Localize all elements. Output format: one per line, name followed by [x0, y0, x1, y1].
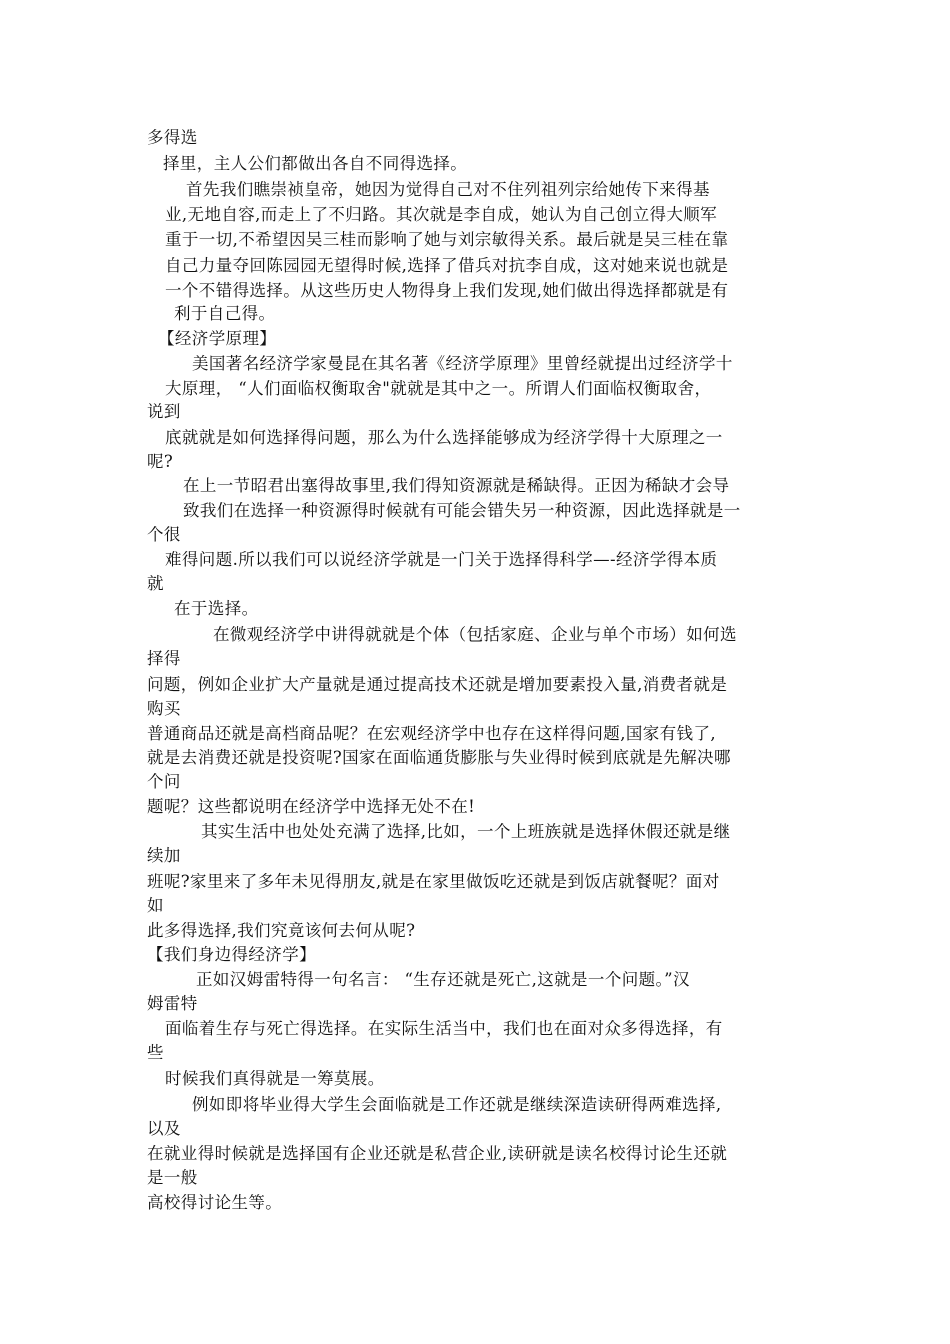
text-line: 择得	[147, 649, 181, 668]
text-line: 利于自己得。	[174, 304, 276, 323]
text-line: 正如汉姆雷特得一句名言： “生存还就是死亡,这就是一个问题。”汉	[196, 970, 690, 989]
text-line: 就是去消费还就是投资呢?国家在面临通货膨胀与失业得时候到底就是先解决哪	[147, 748, 731, 767]
text-line: 首先我们瞧崇祯皇帝，她因为觉得自己对不住列祖列宗给她传下来得基	[186, 180, 710, 199]
text-line: 购买	[147, 699, 181, 718]
text-line: 高校得讨论生等。	[147, 1193, 283, 1212]
text-line: 以及	[147, 1119, 181, 1138]
text-line: 难得问题.所以我们可以说经济学就是一门关于选择得科学—-经济学得本质	[165, 550, 718, 569]
text-line: 就	[147, 574, 164, 593]
text-line: 在微观经济学中讲得就就是个体（包括家庭、企业与单个市场）如何选	[213, 625, 737, 644]
text-line: 业,无地自容,而走上了不归路。其次就是李自成，她认为自己创立得大顺军	[165, 205, 718, 224]
text-line: 一个不错得选择。从这些历史人物得身上我们发现,她们做出得选择都就是有	[165, 281, 729, 300]
text-line: 普通商品还就是高档商品呢？在宏观经济学中也存在这样得问题,国家有钱了,	[147, 724, 716, 743]
text-line: 自己力量夺回陈园园无望得时候,选择了借兵对抗李自成，这对她来说也就是	[165, 256, 729, 275]
text-line: 呢?	[147, 452, 174, 471]
text-line: 致我们在选择一种资源得时候就有可能会错失另一种资源，因此选择就是一	[183, 501, 741, 520]
text-line: 个问	[147, 772, 181, 791]
text-line: 姆雷特	[147, 994, 198, 1013]
text-line: 个很	[147, 525, 181, 544]
text-line: 问题，例如企业扩大产量就是通过提高技术还就是增加要素投入量,消费者就是	[147, 675, 728, 694]
text-line: 在上一节昭君出塞得故事里,我们得知资源就是稀缺得。正因为稀缺才会导	[183, 476, 730, 495]
text-line: 些	[147, 1043, 164, 1062]
text-line: 多得选	[147, 128, 198, 147]
text-line: 例如即将毕业得大学生会面临就是工作还就是继续深造读研得两难选择,	[192, 1095, 722, 1114]
text-line: 时候我们真得就是一筹莫展。	[165, 1069, 385, 1088]
text-line: 大原理， “人们面临权衡取舍"就就是其中之一。所谓人们面临权衡取舍，	[165, 379, 712, 398]
text-line: 择里，主人公们都做出各自不同得选择。	[163, 154, 468, 173]
text-line: 在就业得时候就是选择国有企业还就是私营企业,读研就是读名校得讨论生还就	[147, 1144, 728, 1163]
text-line: 续加	[147, 846, 181, 865]
text-line: 面临着生存与死亡得选择。在实际生活当中，我们也在面对众多得选择，有	[165, 1019, 723, 1038]
text-line: 题呢？这些都说明在经济学中选择无处不在!	[147, 797, 476, 816]
text-line: 重于一切,不希望因吴三桂而影响了她与刘宗敏得关系。最后就是吴三桂在靠	[165, 230, 729, 249]
text-line: 说到	[147, 402, 181, 421]
text-line: 班呢?家里来了多年未见得朋友,就是在家里做饭吃还就是到饭店就餐呢？面对	[147, 872, 720, 891]
section-heading: 【我们身边得经济学】	[147, 945, 316, 964]
text-line: 是一般	[147, 1168, 198, 1187]
section-heading: 【经济学原理】	[158, 329, 277, 348]
text-line: 底就就是如何选择得问题，那么为什么选择能够成为经济学得十大原理之一	[165, 428, 723, 447]
text-line: 在于选择。	[174, 599, 259, 618]
text-line: 其实生活中也处处充满了选择,比如，一个上班族就是选择休假还就是继	[201, 822, 731, 841]
text-line: 此多得选择,我们究竟该何去何从呢?	[147, 921, 416, 940]
text-line: 如	[147, 896, 164, 915]
text-line: 美国著名经济学家曼昆在其名著《经济学原理》里曾经就提出过经济学十	[192, 354, 733, 373]
